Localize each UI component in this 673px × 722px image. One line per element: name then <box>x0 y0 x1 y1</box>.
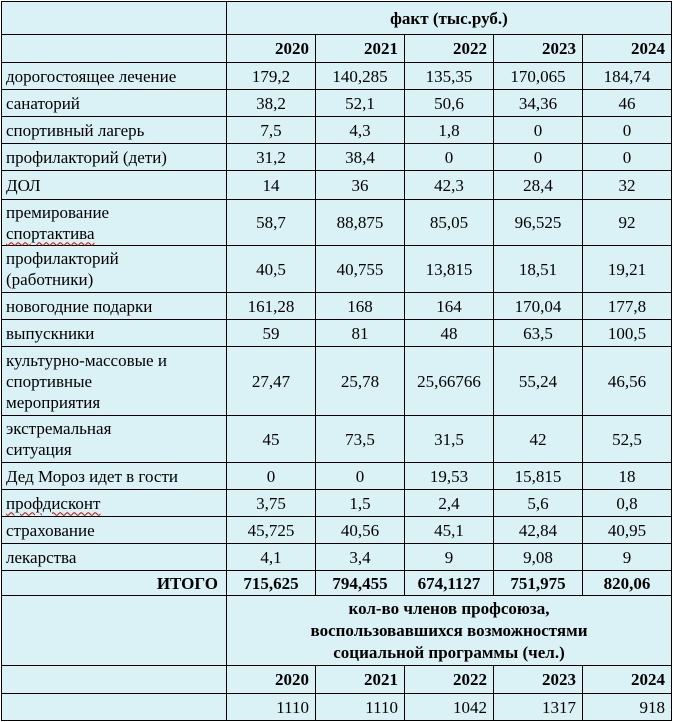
value-cell: 25,66766 <box>405 347 494 416</box>
value-cell: 1,5 <box>316 490 405 517</box>
row-label-line: премирование <box>6 202 110 222</box>
fact-title: факт (тыс.руб.) <box>227 2 672 35</box>
value-cell: 168 <box>316 293 405 320</box>
value-cell: 2,4 <box>405 490 494 517</box>
value-cell: 100,5 <box>583 320 672 347</box>
total-value: 674,1127 <box>405 571 494 596</box>
value-cell: 140,285 <box>316 63 405 90</box>
value-cell: 0 <box>316 463 405 490</box>
table-row <box>2 544 672 571</box>
value-cell: 177,8 <box>583 293 672 320</box>
total-value: 820,06 <box>583 571 672 596</box>
value-cell: 0 <box>227 463 316 490</box>
row-label-line: экстремальная <box>6 419 112 438</box>
year-header: 2020 <box>227 666 316 694</box>
value-cell: 28,4 <box>494 171 583 200</box>
value-cell: 9,08 <box>494 544 583 571</box>
table-row <box>2 320 672 347</box>
year-header: 2021 <box>316 666 405 694</box>
value-cell: 25,78 <box>316 347 405 416</box>
corner-cell <box>2 694 227 721</box>
year-header: 2022 <box>405 35 494 63</box>
value-cell: 0 <box>494 144 583 171</box>
total-value: 715,625 <box>227 571 316 596</box>
value-cell: 27,47 <box>227 347 316 416</box>
value-cell: 92 <box>583 200 672 246</box>
total-row <box>2 571 672 596</box>
value-cell: 9 <box>583 544 672 571</box>
row-label: новогодние подарки <box>2 293 227 320</box>
row-label: спортивный лагерь <box>2 117 227 144</box>
year-header: 2023 <box>494 35 583 63</box>
value-cell: 40,755 <box>316 246 405 293</box>
row-label <box>2 200 227 246</box>
row-label: ДОЛ <box>2 171 227 200</box>
value-cell: 42,84 <box>494 517 583 544</box>
value-cell: 42 <box>494 416 583 463</box>
table-row <box>2 200 672 246</box>
value-cell: 19,53 <box>405 463 494 490</box>
total-label: ИТОГО <box>2 571 227 596</box>
row-label <box>2 347 227 416</box>
member-count: 918 <box>583 694 672 721</box>
member-count: 1110 <box>316 694 405 721</box>
row-label: Дед Мороз идет в гости <box>2 463 227 490</box>
value-cell: 13,815 <box>405 246 494 293</box>
members-title <box>227 596 672 666</box>
value-cell: 18 <box>583 463 672 490</box>
year-header: 2022 <box>405 666 494 694</box>
year-header: 2020 <box>227 35 316 63</box>
value-cell: 38,2 <box>227 90 316 117</box>
social-program-table <box>1 1 672 721</box>
row-label: лекарства <box>2 544 227 571</box>
table-row <box>2 416 672 463</box>
value-cell: 36 <box>316 171 405 200</box>
year-header: 2023 <box>494 666 583 694</box>
value-cell: 42,3 <box>405 171 494 200</box>
value-cell: 0 <box>583 117 672 144</box>
value-cell: 31,5 <box>405 416 494 463</box>
value-cell: 3,4 <box>316 544 405 571</box>
total-value: 794,455 <box>316 571 405 596</box>
row-label-line: спортактива <box>6 223 95 243</box>
value-cell: 73,5 <box>316 416 405 463</box>
row-label <box>2 416 227 463</box>
corner-cell <box>2 35 227 63</box>
member-count: 1317 <box>494 694 583 721</box>
corner-cell <box>2 596 227 666</box>
value-cell: 34,36 <box>494 90 583 117</box>
value-cell: 170,065 <box>494 63 583 90</box>
value-cell: 59 <box>227 320 316 347</box>
row-label-line: мероприятия <box>6 392 101 412</box>
value-cell: 7,5 <box>227 117 316 144</box>
value-cell: 161,28 <box>227 293 316 320</box>
corner-cell <box>2 666 227 694</box>
value-cell: 18,51 <box>494 246 583 293</box>
members-title-line: кол-во членов профсоюза, <box>348 598 550 618</box>
value-cell: 46,56 <box>583 347 672 416</box>
row-label: страхование <box>2 517 227 544</box>
value-cell: 164 <box>405 293 494 320</box>
row-label-line: профилакторий <box>6 249 119 268</box>
value-cell: 81 <box>316 320 405 347</box>
table-row <box>2 347 672 416</box>
members-title-line: воспользовавшихся возможностями <box>310 620 588 640</box>
value-cell: 48 <box>405 320 494 347</box>
value-cell: 1,8 <box>405 117 494 144</box>
row-label-line: спортивные <box>6 371 93 391</box>
year-header: 2024 <box>583 35 672 63</box>
value-cell: 45,725 <box>227 517 316 544</box>
table-row <box>2 117 672 144</box>
row-label: профилакторий (дети) <box>2 144 227 171</box>
table-row <box>2 293 672 320</box>
value-cell: 50,6 <box>405 90 494 117</box>
member-count: 1110 <box>227 694 316 721</box>
value-cell: 19,21 <box>583 246 672 293</box>
value-cell: 45 <box>227 416 316 463</box>
table-row <box>2 517 672 544</box>
value-cell: 63,5 <box>494 320 583 347</box>
members-years-row <box>2 666 672 694</box>
value-cell: 52,5 <box>583 416 672 463</box>
corner-cell <box>2 2 227 35</box>
year-header: 2024 <box>583 666 672 694</box>
value-cell: 15,815 <box>494 463 583 490</box>
value-cell: 88,875 <box>316 200 405 246</box>
value-cell: 0,8 <box>583 490 672 517</box>
value-cell: 55,24 <box>494 347 583 416</box>
value-cell: 58,7 <box>227 200 316 246</box>
value-cell: 52,1 <box>316 90 405 117</box>
table-row <box>2 63 672 90</box>
value-cell: 3,75 <box>227 490 316 517</box>
value-cell: 179,2 <box>227 63 316 90</box>
header-row-years <box>2 35 672 63</box>
value-cell: 135,35 <box>405 63 494 90</box>
row-label <box>2 246 227 293</box>
value-cell: 85,05 <box>405 200 494 246</box>
value-cell: 0 <box>494 117 583 144</box>
row-label: дорогостоящее лечение <box>2 63 227 90</box>
value-cell: 9 <box>405 544 494 571</box>
member-count: 1042 <box>405 694 494 721</box>
row-label <box>2 490 227 517</box>
value-cell: 14 <box>227 171 316 200</box>
table-row <box>2 171 672 200</box>
table-row <box>2 246 672 293</box>
value-cell: 184,74 <box>583 63 672 90</box>
table-row <box>2 90 672 117</box>
value-cell: 0 <box>405 144 494 171</box>
table-row <box>2 490 672 517</box>
row-label-line: (работники) <box>6 270 94 289</box>
row-label-line: ситуация <box>6 440 72 459</box>
header-row-title <box>2 2 672 35</box>
value-cell: 32 <box>583 171 672 200</box>
value-cell: 4,3 <box>316 117 405 144</box>
value-cell: 40,56 <box>316 517 405 544</box>
total-value: 751,975 <box>494 571 583 596</box>
value-cell: 5,6 <box>494 490 583 517</box>
members-title-line: социальной программы (чел.) <box>333 642 565 662</box>
value-cell: 170,04 <box>494 293 583 320</box>
members-header-row <box>2 596 672 666</box>
table-row <box>2 144 672 171</box>
members-values-row <box>2 694 672 721</box>
value-cell: 38,4 <box>316 144 405 171</box>
value-cell: 31,2 <box>227 144 316 171</box>
table-row <box>2 463 672 490</box>
value-cell: 40,95 <box>583 517 672 544</box>
value-cell: 45,1 <box>405 517 494 544</box>
value-cell: 4,1 <box>227 544 316 571</box>
row-label-text: профдисконт <box>6 493 101 513</box>
value-cell: 46 <box>583 90 672 117</box>
value-cell: 40,5 <box>227 246 316 293</box>
row-label-line: культурно-массовые и <box>6 350 167 370</box>
row-label: выпускники <box>2 320 227 347</box>
row-label: санаторий <box>2 90 227 117</box>
value-cell: 96,525 <box>494 200 583 246</box>
value-cell: 0 <box>583 144 672 171</box>
year-header: 2021 <box>316 35 405 63</box>
